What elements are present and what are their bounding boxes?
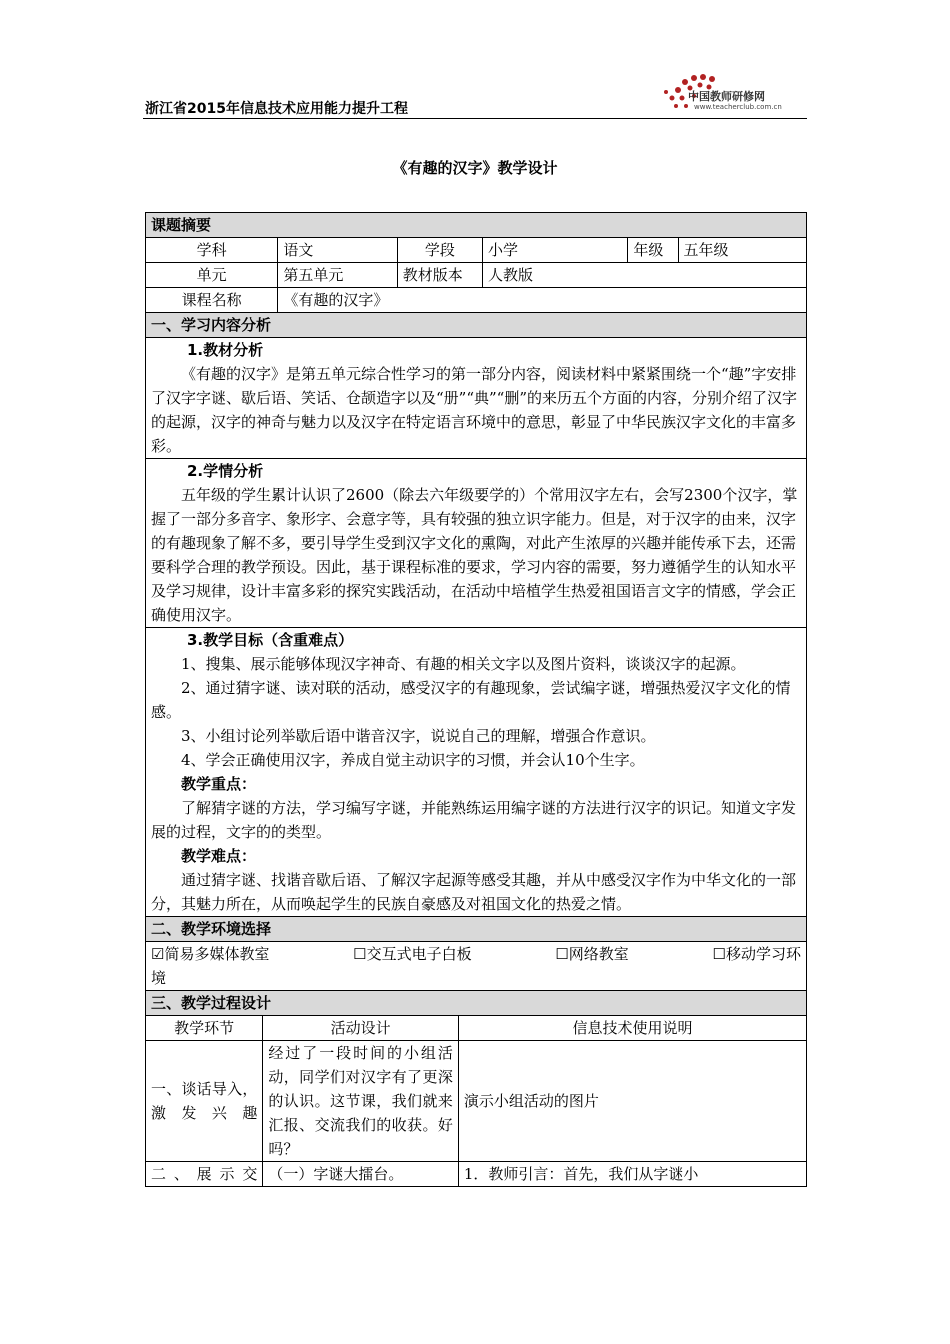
grade-value: 五年级 (678, 238, 806, 263)
process-it-cell: 演示小组活动的图片 (458, 1041, 806, 1162)
key-points-title: 教学重点： (181, 775, 257, 793)
teaching-goals-title: 3.教学目标（含重难点） (187, 631, 354, 649)
grade-label: 年级 (628, 238, 678, 263)
process-stage-cell: 一、谈话导入，激发兴趣 (146, 1041, 263, 1162)
env-option-mobile[interactable] (713, 942, 801, 966)
env-option-whiteboard[interactable] (353, 942, 471, 966)
lesson-plan-table (145, 212, 807, 1187)
process-activity-cell: 经过了一段时间的小组活动，同学们对汉字有了更深的认识。这节课，我们就来汇报、交流我们的收获。好吗？ (263, 1041, 459, 1162)
material-analysis-cell (146, 338, 807, 459)
teaching-goals-cell (146, 628, 807, 917)
edition-label: 教材版本 (397, 263, 482, 288)
edition-value: 人教版 (482, 263, 806, 288)
section3-heading: 三、教学过程设计 (146, 991, 807, 1016)
unchecked-checkbox-icon: ☐ (712, 945, 726, 963)
difficult-points-title: 教学难点： (181, 847, 257, 865)
checked-checkbox-icon: ☑ (151, 945, 165, 963)
goal-item: 3、小组讨论列举歇后语中谐音汉字，说说自己的理解，增强合作意识。 (181, 727, 656, 745)
logo-url: www.teacherclub.com.cn (694, 103, 782, 111)
section2-heading: 二、教学环境选择 (146, 917, 807, 942)
learner-analysis-title: 2.学情分析 (187, 462, 264, 480)
env-option-label: 移动学习环 (725, 945, 801, 963)
env-option-wrap-text: 境 (151, 969, 167, 987)
env-option-network[interactable] (555, 942, 628, 966)
subject-value: 语文 (278, 238, 397, 263)
goal-item: 4、学会正确使用汉字，养成自觉主动识字的习惯，并会认10个生字。 (181, 751, 645, 769)
header-divider (143, 118, 807, 119)
env-option-multimedia[interactable] (151, 942, 269, 966)
env-option-label: 网络教室 (568, 945, 629, 963)
unchecked-checkbox-icon: ☐ (555, 945, 569, 963)
unchecked-checkbox-icon: ☐ (353, 945, 367, 963)
stage-value: 小学 (482, 238, 627, 263)
learner-analysis-text: 五年级的学生累计认识了2600（除去六年级要学的）个常用汉字左右，会写2300个汉字，掌握了一部分多音字、象形字、会意字等，具有较强的独立识字能力。但是，对于汉字的由来，汉字的有趣现象了解不多，要引导学生受到汉字文化的熏陶，对此产生浓厚的兴趣并能传承下去，还需要科学合理的教学预设。因此，基于课程标准的要求，学习内容的需要，努力遵循学生的认知水平及学习规律，设计丰富多彩的探究实践活动，在活动中培植学生热爱祖国语言文字的情感，学会正确使用汉字。 (151, 486, 798, 624)
process-activity-cell: （一）字谜大擂台。 (263, 1162, 459, 1187)
material-analysis-text: 《有趣的汉字》是第五单元综合性学习的第一部分内容，阅读材料中紧紧围绕一个“趣”字安排了汉字字谜、歇后语、笑话、仓颉造字以及“册”“典”“删”的来历五个方面的内容，分别介绍了汉字的起源，汉字的神奇与魅力以及汉字在特定语言环境中的意思，彰显了中华民族汉字文化的丰富多彩。 (151, 365, 798, 455)
subject-label: 学科 (146, 238, 278, 263)
stage-label: 学段 (397, 238, 482, 263)
environment-options-cell (146, 942, 807, 991)
unit-value: 第五单元 (278, 263, 397, 288)
learner-analysis-cell (146, 459, 807, 628)
env-option-label: 交互式电子白板 (366, 945, 472, 963)
document-title: 《有趣的汉字》教学设计 (392, 159, 558, 177)
col-header-stage: 教学环节 (146, 1016, 263, 1041)
course-value: 《有趣的汉字》 (278, 288, 807, 313)
goal-item: 2、通过猜字谜、读对联的活动，感受汉字的有趣现象，尝试编字谜，增强热爱汉字文化的情感。 (151, 679, 791, 721)
header-project-title: 浙江省2015年信息技术应用能力提升工程 (145, 101, 408, 117)
section1-heading: 一、学习内容分析 (146, 313, 807, 338)
material-analysis-title: 1.教材分析 (187, 341, 264, 359)
process-stage-cell: 二、展示交 (146, 1162, 263, 1187)
key-points-text: 了解猜字谜的方法，学习编写字谜，并能熟练运用编字谜的方法进行汉字的识记。知道文字发展的过程，文字的的类型。 (151, 799, 797, 841)
env-option-label: 简易多媒体教室 (164, 945, 270, 963)
unit-label: 单元 (146, 263, 278, 288)
course-label: 课程名称 (146, 288, 278, 313)
col-header-it: 信息技术使用说明 (458, 1016, 806, 1041)
process-it-cell: 1．教师引言：首先，我们从字谜小 (458, 1162, 806, 1187)
col-header-activity: 活动设计 (263, 1016, 459, 1041)
difficult-points-text: 通过猜字谜、找谐音歇后语、了解汉字起源等感受其趣，并从中感受汉字作为中华文化的一部分，其魅力所在，从而唤起学生的民族自豪感及对祖国文化的热爱之情。 (151, 871, 797, 913)
logo-name: 中国教师研修网 (688, 90, 765, 103)
goal-item: 1、搜集、展示能够体现汉字神奇、有趣的相关文字以及图片资料，谈谈汉字的起源。 (181, 655, 746, 673)
section-summary-heading: 课题摘要 (146, 213, 807, 238)
